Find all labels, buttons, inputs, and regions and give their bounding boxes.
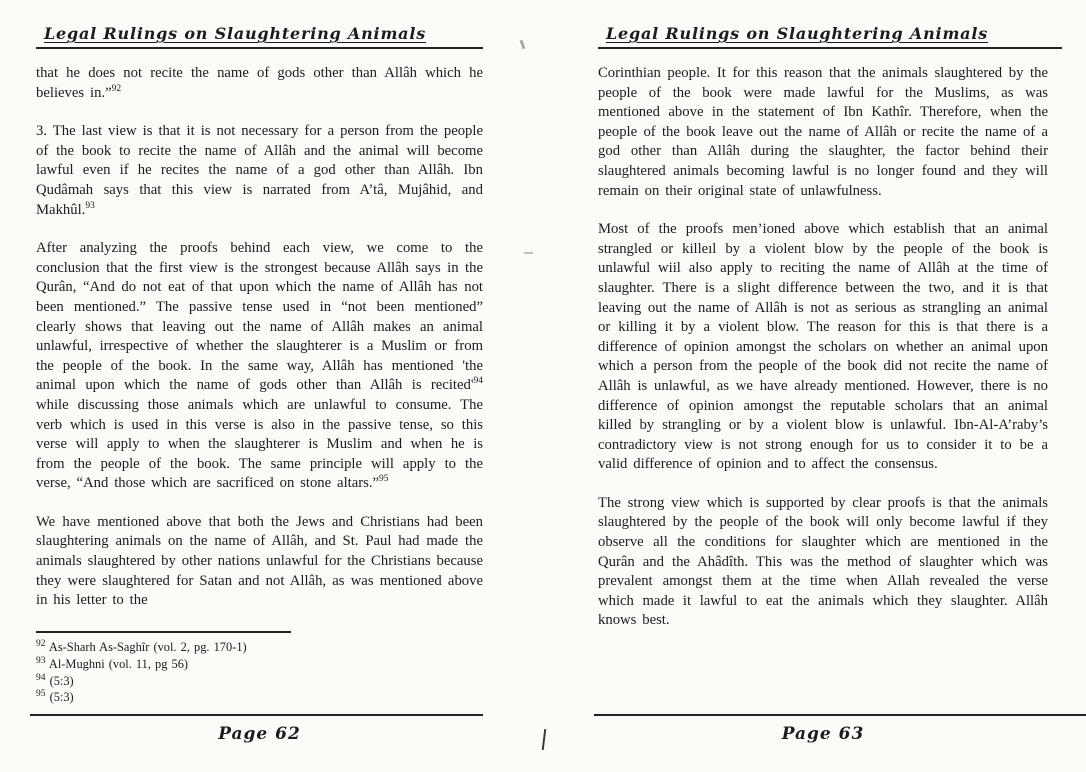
page-left xyxy=(36,0,483,772)
footnote-ref: 93 xyxy=(85,200,95,211)
footnote-separator xyxy=(36,631,291,633)
footnote-marker: 94 xyxy=(36,672,46,683)
paragraph: Most of the proofs men’ioned above which establish that an animal strangled or killeıl by a violent blow by the people of the book is unlawful wiil also apply to reciting the name of Allâh at the time of slaughter. There is a slight difference between the two, and it is that leaving out the name of Allâh is not as serious as strangling an animal or killing it by a violent blow. The reason for this is that there is a difference of opinion amongst the scholars on whether an animal upon which a person from the people of the book did not recite the name of Allâh is unlawful, as we have already mentioned. However, there is no difference of opinion amongst the reputable scholars that an animal killed by strangling or by a violent blow is unlawful. Ibn-Al-A’raby’s contradictory view is not strong enough for us to consider it to be a valid difference of opinion and to affect the consensus. xyxy=(598,221,1048,473)
footnotes-section xyxy=(36,631,483,706)
footer-rule-right xyxy=(594,714,1086,716)
scan-artifact xyxy=(542,729,547,750)
footnote-marker: 95 xyxy=(36,689,46,700)
page-footer-right xyxy=(598,714,1048,744)
footnote: $^{95}$ (5:3) xyxy=(36,689,74,705)
running-head-right: Legal Rulings on Slaughtering Animals xyxy=(606,24,989,43)
paragraph: We have mentioned above that both the Jews and Christians had been slaughtering animals on the name of Allâh, and St. Paul had made the animals slaughtered by other nations unlawful for the Christians because they were slaughtered for Satan and not Allâh, as was mentioned above in his letter to the xyxy=(36,513,483,609)
footnote: $^{94}$ (5:3) xyxy=(36,672,74,688)
footnote-list xyxy=(36,639,483,706)
footnote: $^{93}$ Al-Mughni (vol. 11, pg 56) xyxy=(36,655,189,671)
running-head-rule-right xyxy=(598,24,1062,49)
scan-artifact xyxy=(520,40,526,49)
footnote-marker: 92 xyxy=(36,638,46,649)
paragraph: After analyzing the proofs behind each view, we come to the conclusion that the first view is the strongest because Allâh says in the Qurân, “And do not eat of that upon which the name of Allâh has not been mentioned.” The passive tense used in “not been mentioned” clearly shows that leaving out the name of Allâh makes an animal unlawful, irrespective of whether the slaughterer is a Muslim or from the people of the book. In the same way, Allâh has mentioned 'the animal upon which the name of gods other than Allâh is $recited'^{94}$ while discussing those animals which are unlawful to consume. The verb which is used in this verse is also in the passive tense, so this verse will apply to when the slaughterer is Muslim and when he is from the people of the book. The same principle will apply to the verse, “And those which are sacrificed on stone altars.”$^{95}$ xyxy=(36,240,483,492)
page-number-left: Page 62 xyxy=(218,724,301,744)
page-right xyxy=(598,0,1048,772)
footnote-ref: 92 xyxy=(111,83,122,94)
paragraph: 3. The last view is that it is not necessary for a person from the people of the book to recite the name of Allâh and the animal will become lawful even if he recites the name of a god other than Allâh. Ibn Qudâmah says that this view is narrated from A’tâ, Mujâhid, and Makhûl.$^{93}$ xyxy=(36,123,483,218)
paragraph: The strong view which is supported by clear proofs is that the animals slaughtered by the people of the book will only become lawful if they observe all the conditions for slaughter which are mentioned in the Qurân and the Ahâdîth. This was the method of slaughter which was prevalent amongst them at the time when Allah revealed the verse which made it lawful to eat the animals which they slaughter. Allâh knows best. xyxy=(598,494,1048,629)
footnote-marker: 93 xyxy=(36,655,46,666)
paragraph: that he does not recite the name of gods other than Allâh which he believes in.”$^{92}$ xyxy=(36,65,483,101)
page-body-right xyxy=(598,64,1048,631)
scan-artifact xyxy=(524,252,533,254)
footnote: $^{92}$ As-Sharh As-Saghîr (vol. 2, pg. 170-1) xyxy=(36,638,247,654)
running-head-left: Legal Rulings on Slaughtering Animals xyxy=(44,24,427,43)
page-body-left xyxy=(36,64,483,611)
paragraph: Corinthian people. It for this reason that the animals slaughtered by the people of the book were made lawful for the Muslims, as was mentioned above in the statement of Ibn Kathîr. Therefore, when the people of the book leave out the name of Allâh or recite the name of a god other than Allâh during the slaughter, the factor behind their slaughtered animals becoming lawful is no longer found and they will remain on their original state of unlawfulness. xyxy=(598,65,1048,199)
footer-rule-left xyxy=(30,714,483,716)
footnote-ref: 94 xyxy=(473,376,483,387)
page-footer-left xyxy=(36,714,483,744)
footnote-ref: 95 xyxy=(379,474,389,485)
page-number-right: Page 63 xyxy=(781,724,865,744)
running-head-rule-left xyxy=(36,24,483,49)
